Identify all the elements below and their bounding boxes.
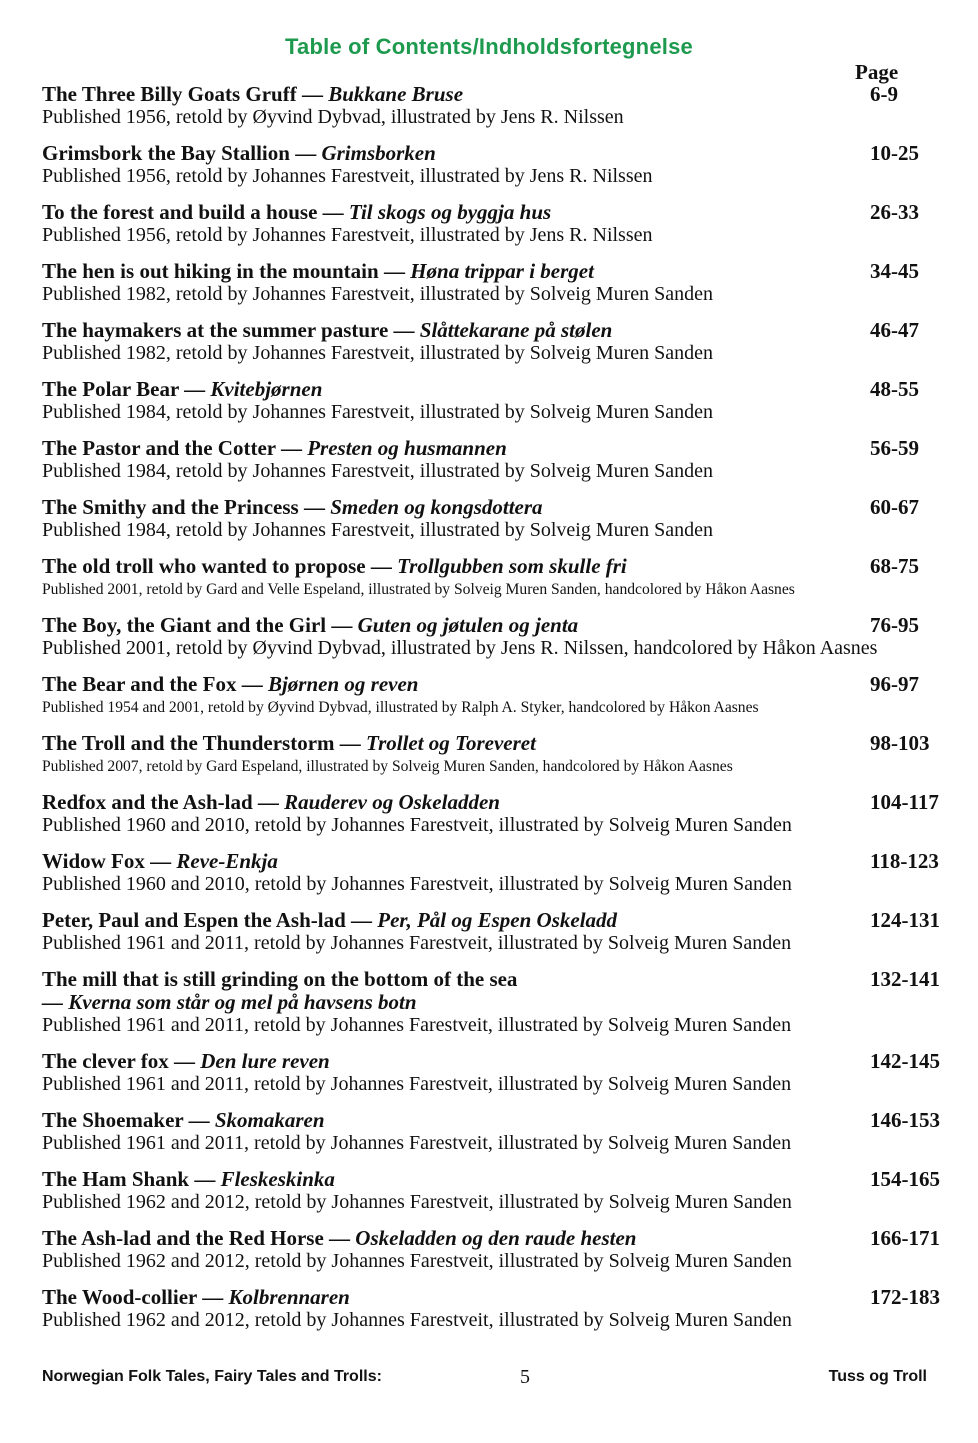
entry-titles	[42, 496, 543, 519]
entry-publication-info: Published 2007, retold by Gard Espeland, illustrated by Solveig Muren Sanden, handcolored by Håkon Aasnes	[42, 758, 733, 775]
entry-publication-info: Published 2001, retold by Øyvind Dybvad, illustrated by Jens R. Nilssen, handcolored by Håkon Aasnes	[42, 637, 878, 659]
entry-english-title: The Smithy and the Princess	[42, 495, 299, 519]
toc-entry	[42, 260, 942, 306]
entry-titles	[42, 791, 500, 814]
entry-norwegian-title: Presten og husmannen	[307, 436, 507, 460]
entry-norwegian-title: Fleskeskinka	[220, 1167, 335, 1191]
entry-english-title: Widow Fox	[42, 849, 145, 873]
entry-page-range: 96-97	[870, 672, 919, 696]
entry-english-title: The Boy, the Giant and the Girl	[42, 613, 327, 637]
entry-page-range: 60-67	[870, 495, 919, 519]
em-dash-separator: —	[289, 141, 322, 165]
entry-english-title: The Bear and the Fox	[42, 672, 237, 696]
entry-english-title: The Polar Bear	[42, 377, 179, 401]
toc-entry	[42, 1050, 942, 1096]
toc-entry	[42, 201, 942, 247]
entry-titles	[42, 1168, 335, 1191]
entry-title-line	[42, 378, 942, 401]
em-dash-separator: —	[183, 1108, 215, 1132]
entry-titles	[42, 673, 418, 696]
entry-norwegian-title: Guten og jøtulen og jenta	[357, 613, 579, 637]
entry-publication-info: Published 2001, retold by Gard and Velle Espeland, illustrated by Solveig Muren Sanden, handcolored by Håkon Aasnes	[42, 581, 795, 598]
page-column-header: Page	[855, 60, 899, 84]
entry-title-line	[42, 968, 942, 991]
em-dash-separator: —	[326, 613, 358, 637]
entry-title-line	[42, 260, 942, 283]
entry-publication-info: Published 1961 and 2011, retold by Johannes Farestveit, illustrated by Solveig Muren Sanden	[42, 932, 792, 954]
entry-title-line	[42, 791, 942, 814]
entry-norwegian-title: Grimsborken	[321, 141, 436, 165]
entry-publication-info: Published 1961 and 2011, retold by Johannes Farestveit, illustrated by Solveig Muren Sanden	[42, 1014, 792, 1036]
toc-entry	[42, 496, 942, 542]
entry-english-title: To the forest and build a house	[42, 200, 318, 224]
em-dash-separator: —	[323, 1226, 356, 1250]
entry-titles	[42, 1050, 330, 1073]
entry-english-title: Peter, Paul and Espen the Ash-lad	[42, 908, 346, 932]
toc-entry	[42, 1109, 942, 1155]
em-dash-separator: —	[378, 259, 411, 283]
entry-norwegian-title: Rauderev og Oskeladden	[284, 790, 500, 814]
entry-title-line	[42, 614, 942, 637]
footer	[42, 1368, 927, 1392]
em-dash-separator: —	[334, 731, 367, 755]
entry-titles	[42, 83, 463, 106]
toc-entry	[42, 437, 942, 483]
toc-entry	[42, 909, 942, 955]
em-dash-separator: —	[317, 200, 349, 224]
entry-english-title: Redfox and the Ash-lad	[42, 790, 253, 814]
em-dash-separator: —	[365, 554, 398, 578]
entry-page-range: 34-45	[870, 259, 919, 283]
toc-entry	[42, 83, 942, 129]
entry-page-range: 6-9	[870, 82, 898, 106]
entry-title-line	[42, 319, 942, 342]
entry-english-title: The Three Billy Goats Gruff	[42, 82, 297, 106]
em-dash-separator: —	[275, 436, 308, 460]
toc-entry	[42, 732, 942, 778]
toc-entries	[42, 83, 942, 1345]
em-dash-separator: —	[296, 82, 329, 106]
entry-publication-info: Published 1961 and 2011, retold by Johannes Farestveit, illustrated by Solveig Muren Sanden	[42, 1073, 792, 1095]
em-dash-separator: —	[236, 672, 268, 696]
entry-publication-info: Published 1962 and 2012, retold by Johannes Farestveit, illustrated by Solveig Muren Sanden	[42, 1309, 792, 1331]
entry-publication-info: Published 1961 and 2011, retold by Johannes Farestveit, illustrated by Solveig Muren Sanden	[42, 1132, 792, 1154]
footer-series-title: Tuss og Troll	[828, 1368, 927, 1385]
entry-norwegian-title: Kvitebjørnen	[210, 377, 323, 401]
entry-publication-info: Published 1962 and 2012, retold by Johannes Farestveit, illustrated by Solveig Muren Sanden	[42, 1250, 792, 1272]
toc-entry	[42, 673, 942, 719]
entry-title-line	[42, 555, 942, 578]
entry-title-line	[42, 1109, 942, 1132]
entry-title-line	[42, 673, 942, 696]
entry-publication-info: Published 1956, retold by Øyvind Dybvad, illustrated by Jens R. Nilssen	[42, 106, 624, 128]
entry-publication-info: Published 1982, retold by Johannes Farestveit, illustrated by Solveig Muren Sanden	[42, 342, 714, 364]
entry-page-range: 132-141	[870, 967, 940, 991]
entry-titles	[42, 142, 436, 165]
entry-title-line	[42, 1286, 942, 1309]
entry-english-title: The Ash-lad and the Red Horse	[42, 1226, 324, 1250]
entry-page-range: 166-171	[870, 1226, 940, 1250]
em-dash-separator: —	[144, 849, 177, 873]
entry-norwegian-title: Trollet og Toreveret	[366, 731, 536, 755]
entry-page-range: 46-47	[870, 318, 919, 342]
entry-norwegian-title: Bjørnen og reven	[267, 672, 419, 696]
entry-publication-info: Published 1984, retold by Johannes Farestveit, illustrated by Solveig Muren Sanden	[42, 519, 714, 541]
entry-page-range: 146-153	[870, 1108, 940, 1132]
entry-page-range: 172-183	[870, 1285, 940, 1309]
toc-entry	[42, 614, 942, 660]
entry-english-title: The haymakers at the summer pasture	[42, 318, 389, 342]
em-dash-separator: —	[388, 318, 420, 342]
toc-entry	[42, 378, 942, 424]
entry-title-line	[42, 83, 942, 106]
entry-titles	[42, 1109, 325, 1132]
entry-title-line	[42, 142, 942, 165]
toc-entry	[42, 319, 942, 365]
footer-book-title: Norwegian Folk Tales, Fairy Tales and Trolls:	[42, 1368, 382, 1385]
entry-english-title: The Troll and the Thunderstorm	[42, 731, 335, 755]
entry-titles	[42, 850, 278, 873]
entry-titles	[42, 319, 612, 342]
entry-norwegian-title: Bukkane Bruse	[328, 82, 464, 106]
toc-title: Table of Contents/Indholdsfortegnelse	[285, 34, 693, 59]
entry-publication-info: Published 1984, retold by Johannes Farestveit, illustrated by Solveig Muren Sanden	[42, 401, 714, 423]
entry-title-line	[42, 732, 942, 755]
entry-titles	[42, 555, 627, 578]
entry-title-line	[42, 909, 942, 932]
entry-norwegian-title: Kolbrennaren	[228, 1285, 350, 1309]
entry-titles	[42, 614, 578, 637]
em-dash-separator: —	[298, 495, 331, 519]
entry-english-title: The Wood-collier	[42, 1285, 197, 1309]
entry-english-title: The hen is out hiking in the mountain	[42, 259, 379, 283]
entry-title-line	[42, 496, 942, 519]
em-dash-separator: —	[178, 377, 211, 401]
toc-entry	[42, 142, 942, 188]
footer-page-number: 5	[520, 1366, 530, 1388]
entry-english-title: The Ham Shank	[42, 1167, 190, 1191]
entry-titles	[42, 260, 594, 283]
entry-publication-info: Published 1960 and 2010, retold by Johannes Farestveit, illustrated by Solveig Muren Sanden	[42, 873, 792, 895]
entry-titles	[42, 201, 551, 224]
entry-titles	[42, 1227, 636, 1250]
entry-titles	[42, 378, 322, 401]
toc-entry	[42, 968, 942, 1037]
entry-page-range: 26-33	[870, 200, 919, 224]
entry-titles	[42, 732, 536, 755]
entry-publication-info: Published 1962 and 2012, retold by Johannes Farestveit, illustrated by Solveig Muren Sanden	[42, 1191, 792, 1213]
toc-entry	[42, 850, 942, 896]
toc-entry	[42, 1168, 942, 1214]
entry-titles	[42, 437, 507, 460]
entry-publication-info: Published 1956, retold by Johannes Farestveit, illustrated by Jens R. Nilssen	[42, 224, 653, 246]
entry-title-line	[42, 1168, 942, 1191]
entry-norwegian-title: Oskeladden og den raude hesten	[355, 1226, 637, 1250]
em-dash-separator: —	[189, 1167, 221, 1191]
entry-norwegian-title: Per, Pål og Espen Oskeladd	[377, 908, 618, 932]
entry-english-title: The Pastor and the Cotter	[42, 436, 276, 460]
entry-page-range: 124-131	[870, 908, 940, 932]
entry-norwegian-title: Trollgubben som skulle fri	[397, 554, 627, 578]
entry-publication-info: Published 1984, retold by Johannes Farestveit, illustrated by Solveig Muren Sanden	[42, 460, 714, 482]
toc-entry	[42, 555, 942, 601]
entry-norwegian-title: Reve-Enkja	[176, 849, 278, 873]
entry-title-line	[42, 437, 942, 460]
entry-english-title: Grimsbork the Bay Stallion	[42, 141, 290, 165]
entry-titles	[42, 1286, 350, 1309]
entry-norwegian-subtitle: — Kverna som står og mel på havsens botn	[42, 990, 417, 1014]
entry-title-line	[42, 850, 942, 873]
entry-publication-info: Published 1956, retold by Johannes Farestveit, illustrated by Jens R. Nilssen	[42, 165, 653, 187]
entry-page-range: 104-117	[870, 790, 939, 814]
toc-entry	[42, 791, 942, 837]
entry-titles	[42, 968, 517, 991]
entry-page-range: 98-103	[870, 731, 930, 755]
entry-publication-info: Published 1960 and 2010, retold by Johannes Farestveit, illustrated by Solveig Muren Sanden	[42, 814, 792, 836]
entry-page-range: 48-55	[870, 377, 919, 401]
em-dash-separator: —	[345, 908, 378, 932]
entry-english-title: The old troll who wanted to propose	[42, 554, 366, 578]
em-dash-separator: —	[196, 1285, 229, 1309]
entry-norwegian-title: Høna trippar i berget	[410, 259, 594, 283]
entry-title-line	[42, 201, 942, 224]
entry-page-range: 68-75	[870, 554, 919, 578]
toc-entry	[42, 1227, 942, 1273]
em-dash-separator: —	[168, 1049, 201, 1073]
entry-english-title: The mill that is still grinding on the bottom of the sea	[42, 967, 518, 991]
entry-page-range: 142-145	[870, 1049, 940, 1073]
entry-norwegian-title: Den lure reven	[200, 1049, 330, 1073]
entry-title-line	[42, 1050, 942, 1073]
entry-norwegian-title: Til skogs og byggja hus	[348, 200, 552, 224]
entry-english-title: The clever fox	[42, 1049, 169, 1073]
entry-page-range: 76-95	[870, 613, 919, 637]
entry-norwegian-title: Smeden og kongsdottera	[330, 495, 543, 519]
entry-page-range: 118-123	[870, 849, 939, 873]
entry-title-line	[42, 1227, 942, 1250]
em-dash-separator: —	[252, 790, 285, 814]
entry-publication-info: Published 1954 and 2001, retold by Øyvind Dybvad, illustrated by Ralph A. Styker, handcolored by Håkon Aasnes	[42, 699, 759, 716]
entry-page-range: 56-59	[870, 436, 919, 460]
toc-entry	[42, 1286, 942, 1332]
entry-english-title: The Shoemaker	[42, 1108, 184, 1132]
entry-norwegian-title: Skomakaren	[214, 1108, 325, 1132]
entry-norwegian-title: Slåttekarane på stølen	[419, 318, 613, 342]
entry-page-range: 10-25	[870, 141, 919, 165]
entry-publication-info: Published 1982, retold by Johannes Farestveit, illustrated by Solveig Muren Sanden	[42, 283, 714, 305]
entry-page-range: 154-165	[870, 1167, 940, 1191]
entry-titles	[42, 909, 617, 932]
